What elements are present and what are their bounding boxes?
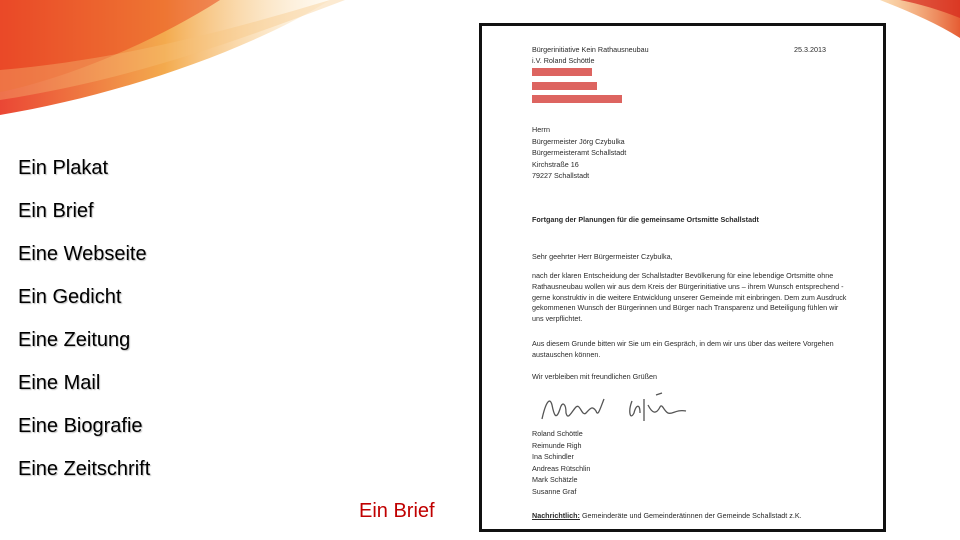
signer-name: Mark Schätzle xyxy=(532,475,578,484)
handwritten-signature xyxy=(536,391,706,431)
list-item: Ein Plakat xyxy=(18,157,109,179)
cc-label: Nachrichtlich: xyxy=(532,511,580,520)
list-item: Eine Biografie xyxy=(18,415,143,437)
list-item: Ein Gedicht xyxy=(18,286,122,308)
signer-name: Ina Schindler xyxy=(532,452,574,461)
cc-line xyxy=(532,510,802,521)
letter-closing: Wir verbleiben mit freundlichen Grüßen xyxy=(532,372,658,381)
redaction-bar xyxy=(532,95,622,103)
recipient-line: Bürgermeisteramt Schallstadt xyxy=(532,148,627,157)
list-item: Eine Mail xyxy=(18,372,101,394)
list-item: Eine Zeitschrift xyxy=(18,458,151,480)
letter-paragraph: Aus diesem Grunde bitten wir Sie um ein Gespräch, in dem wir uns über das weitere Vorgehen austauschen können. xyxy=(532,339,834,359)
recipient-line: 79227 Schallstadt xyxy=(532,171,590,180)
recipient-line: Kirchstraße 16 xyxy=(532,160,579,169)
letter-paragraph: nach der klaren Entscheidung der Schallstadter Bevölkerung für eine lebendige Ortsmitte ohne Rathausneubau wollen wir aus dem Kreis der Bürgerinitiative uns – ihrem Wunsch entsprechend - gerne konstruktiv in die weitere Entwicklung unserer Gemeinde mit einbringen. Dem zum Ausdruck gekommenen Wunsch der Bürgerinnen und Bürger nach Transparenz und Beteiligung fühlen wir uns verpflichtet. xyxy=(532,271,847,324)
list-item: Ein Brief xyxy=(18,200,94,222)
media-type-list xyxy=(18,147,150,491)
sender-name: Bürgerinitiative Kein Rathausneubau xyxy=(532,45,649,54)
letter-date: 25.3.2013 xyxy=(794,45,826,54)
letter-scan xyxy=(479,23,886,532)
sender-representative: i.V. Roland Schöttle xyxy=(532,56,595,65)
recipient-line: Bürgermeister Jörg Czybulka xyxy=(532,137,625,146)
redaction-bar xyxy=(532,68,592,76)
recipient-line: Herrn xyxy=(532,125,550,134)
cc-text: Gemeinderäte und Gemeinderätinnen der Gemeinde Schallstadt z.K. xyxy=(581,511,802,520)
signer-name: Andreas Rütschlin xyxy=(532,464,591,473)
list-item: Eine Zeitung xyxy=(18,329,131,351)
redaction-bar xyxy=(532,82,597,90)
letter-salutation: Sehr geehrter Herr Bürgermeister Czybulka, xyxy=(532,252,673,261)
list-item: Eine Webseite xyxy=(18,243,147,265)
letter-caption: Ein Brief xyxy=(359,500,435,522)
signer-name: Roland Schöttle xyxy=(532,429,583,438)
letter-subject: Fortgang der Planungen für die gemeinsame Ortsmitte Schallstadt xyxy=(532,215,759,224)
signer-name: Reimunde Righ xyxy=(532,441,582,450)
signer-name: Susanne Graf xyxy=(532,487,577,496)
